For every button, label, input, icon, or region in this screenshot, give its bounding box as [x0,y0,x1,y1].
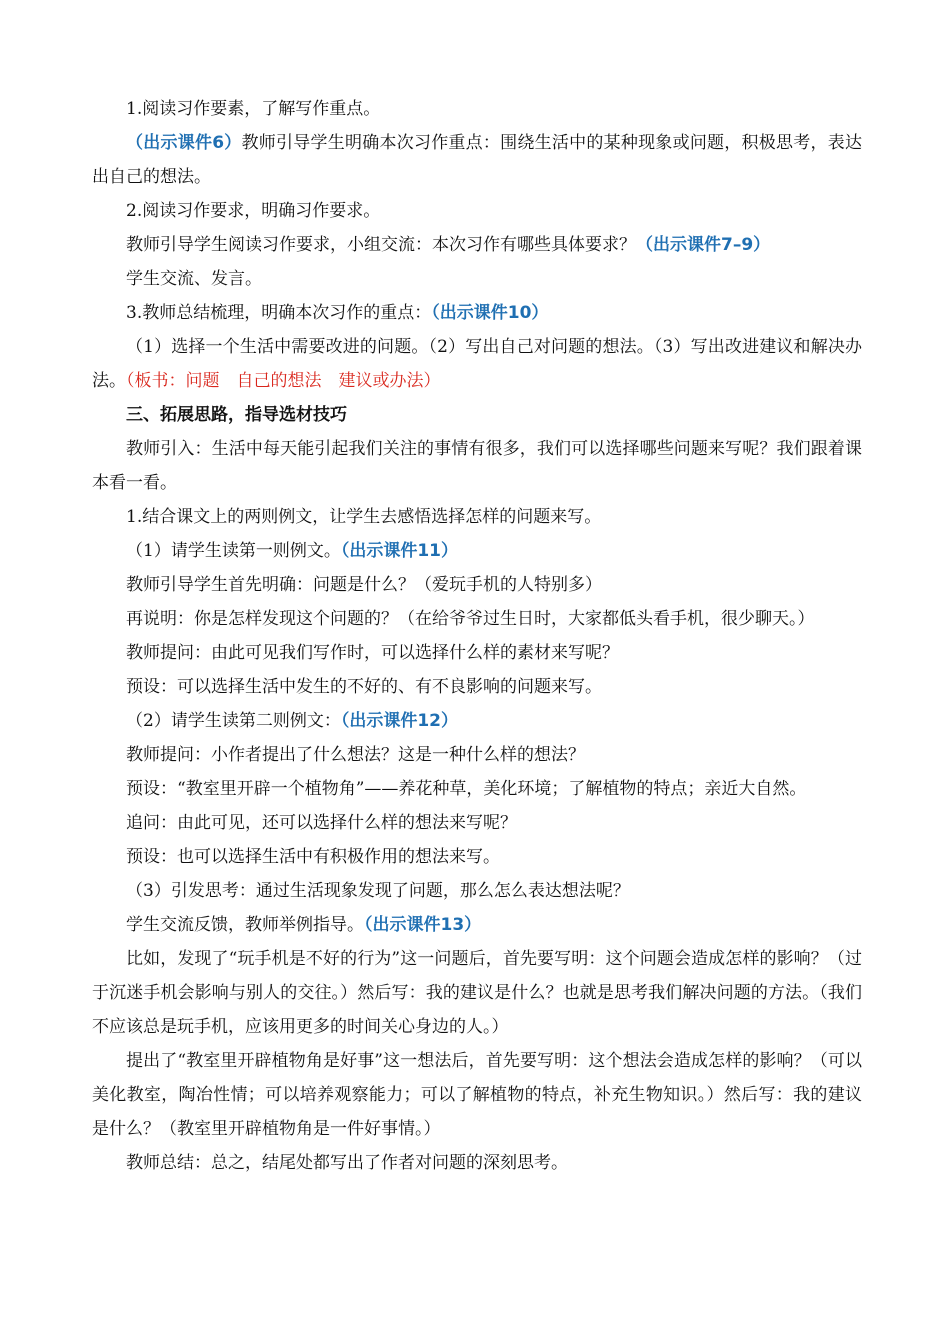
paragraph: 学生交流反馈，教师举例指导。（出示课件13） [126,915,482,935]
paragraph: （1）请学生读第一则例文。（出示课件11） [126,541,458,561]
section-heading: 三、拓展思路，指导选材技巧 [126,405,347,425]
document-page [92,92,862,1180]
paragraph: （1）选择一个生活中需要改进的问题。（2）写出自己对问题的想法。（3）写出改进建议和解决办法。（板书：问题 自己的想法 建议或办法） [92,337,862,391]
courseware-ref: （出示课件11） [340,541,458,561]
paragraph: 教师引导学生首先明确：问题是什么？（爱玩手机的人特别多） [126,575,602,595]
paragraph: 预设：“教室里开辟一个植物角”——养花种草，美化环境；了解植物的特点；亲近大自然。 [126,779,807,799]
paragraph: 1.结合课文上的两则例文，让学生去感悟选择怎样的问题来写。 [126,507,602,527]
paragraph: 学生交流、发言。 [126,269,262,289]
paragraph: 预设：可以选择生活中发生的不好的、有不良影响的问题来写。 [126,677,602,697]
paragraph: 教师引导学生阅读习作要求，小组交流：本次习作有哪些具体要求？（出示课件7–9） [126,235,771,255]
courseware-ref: （出示课件12） [340,711,458,731]
courseware-ref: （出示课件13） [364,915,482,935]
paragraph: 教师提问：小作者提出了什么想法？这是一种什么样的想法？ [126,745,585,765]
paragraph: 教师提问：由此可见我们写作时，可以选择什么样的素材来写呢？ [126,643,619,663]
paragraph: 比如，发现了“玩手机是不好的行为”这一问题后，首先要写明：这个问题会造成怎样的影响？（过于沉迷手机会影响与别人的交往。）然后写：我的建议是什么？也就是思考我们解决问题的方法。（我们不应该总是玩手机，应该用更多的时间关心身边的人。） [92,949,862,1037]
paragraph: 2.阅读习作要求，明确习作要求。 [126,201,381,221]
paragraph: 预设：也可以选择生活中有积极作用的想法来写。 [126,847,500,867]
paragraph: 教师引入：生活中每天能引起我们关注的事情有很多，我们可以选择哪些问题来写呢？我们跟着课本看一看。 [92,439,862,493]
paragraph: 再说明：你是怎样发现这个问题的？（在给爷爷过生日时，大家都低头看手机，很少聊天。） [126,609,815,629]
courseware-ref: （出示课件10） [431,303,549,323]
paragraph: 教师总结：总之，结尾处都写出了作者对问题的深刻思考。 [126,1153,568,1173]
courseware-ref: （出示课件6） [126,133,242,153]
paragraph: 1.阅读习作要素，了解写作重点。 [126,99,381,119]
paragraph: 3.教师总结梳理，明确本次习作的重点：（出示课件10） [126,303,549,323]
courseware-ref: （出示课件7–9） [636,235,771,255]
board-note: （板书：问题 自己的想法 建议或办法） [126,371,441,391]
paragraph: （出示课件6）教师引导学生明确本次习作重点：围绕生活中的某种现象或问题，积极思考，表达出自己的想法。 [92,133,862,187]
paragraph: （2）请学生读第二则例文：（出示课件12） [126,711,458,731]
paragraph: （3）引发思考：通过生活现象发现了问题，那么怎么表达想法呢？ [126,881,630,901]
paragraph: 追问：由此可见，还可以选择什么样的想法来写呢？ [126,813,517,833]
paragraph: 提出了“教室里开辟植物角是好事”这一想法后，首先要写明：这个想法会造成怎样的影响？（可以美化教室，陶冶性情；可以培养观察能力；可以了解植物的特点，补充生物知识。）然后写：我的建议是什么？（教室里开辟植物角是一件好事情。） [92,1051,862,1139]
